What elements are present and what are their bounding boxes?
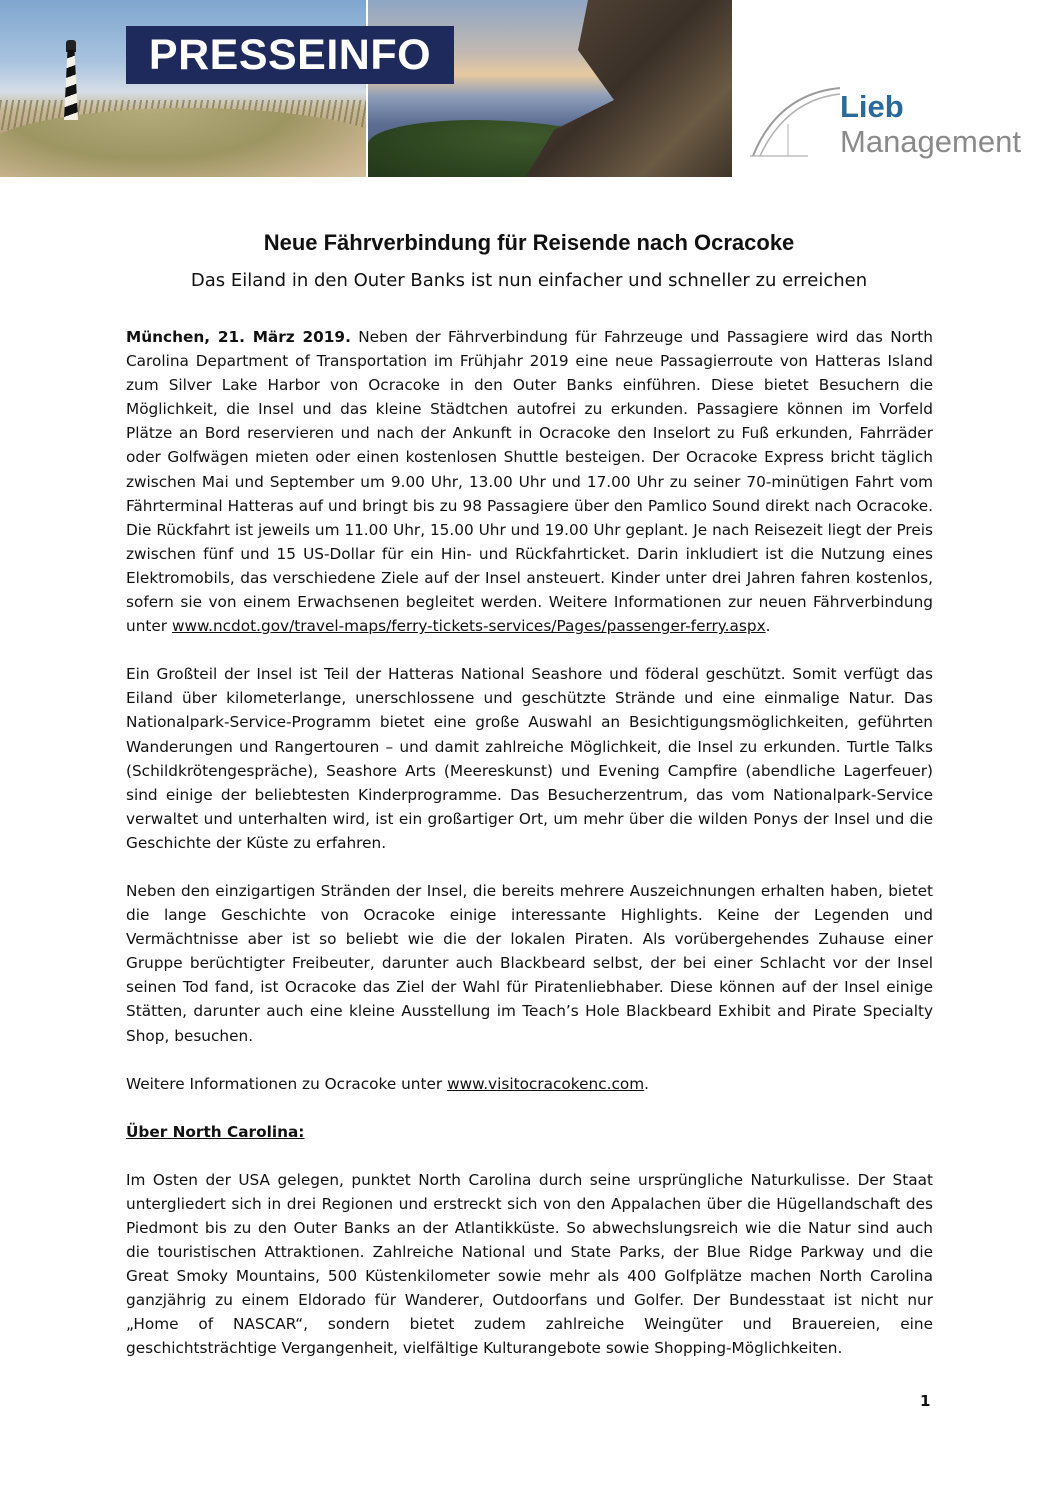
paragraph-more-info — [126, 1072, 933, 1096]
presseinfo-label: PRESSEINFO — [148, 30, 432, 79]
more-info-text: Weitere Informationen zu Ocracoke unter — [126, 1074, 448, 1093]
dateline: München, 21. März 2019. — [126, 328, 351, 346]
ncdot-link[interactable]: www.ncdot.gov/travel-maps/ferry-tickets-services/Pages/passenger-ferry.aspx — [171, 617, 766, 636]
presseinfo-banner — [126, 26, 454, 84]
logo-arc-icon — [748, 84, 843, 159]
paragraph-north-carolina: Im Osten der USA gelegen, punktet North Carolina durch seine ursprüngliche Naturkulisse. Der Staat untergliedert sich in drei Regionen und erstreckt sich von den Appalachen über die Hügellandschaft des Piedmont bis zu den Outer Banks an der Atlantikküste. So abwechslungsreich wie die Natur sind auch die touristischen Attraktionen. Zahlreiche National und State Parks, der Blue Ridge Parkway und die Great Smoky Mountains, 500 Küstenkilometer sowie mehr als 400 Golfplätze machen North Carolina ganzjährig zu einem Eldorado für Wanderer, Outdoorfans und Golfer. Der Bundesstaat ist nicht nur „Home of NASCAR“, sondern bietet zudem zahlreiche Weingüter und Brauereien, eine geschichtsträchtige Vergangenheit, vielfältige Kulturangebote sowie Shopping-Möglichkeiten. — [126, 1170, 933, 1358]
logo-text-management: Management — [840, 124, 1021, 159]
lieb-management-logo — [748, 84, 1048, 164]
sand-dune — [0, 108, 366, 177]
paragraph-seashore: Ein Großteil der Insel ist Teil der Hatteras National Seashore und föderal geschützt. Somit verfügt das Eiland über kilometerlange, unerschlossene und geschützte Strände und eine einmalige Natur. Das Nationalpark-Service-Programm bietet eine große Auswahl an Besichtigungsmöglichkeiten, geführten Wanderungen und Rangertouren – und damit zahlreiche Möglichkeit, die Insel zu erkunden. Turtle Talks (Schildkrötengespräche), Seashore Arts (Meereskunst) und Evening Campfire (abendliche Lagerfeuer) sind einige der beliebtesten Kinderprogramme. Das Besucherzentrum, das vom Nationalpark-Service verwaltet und unterhalten wird, ist ein großartiger Ort, um mehr über die wilden Ponys der Insel und die Geschichte der Küste zu erfahren. — [126, 665, 933, 852]
visitocracoke-link[interactable]: www.visitocracokenc.com — [447, 1074, 645, 1093]
section-heading-north-carolina: Über North Carolina: — [126, 1122, 305, 1141]
document-body — [126, 325, 933, 1385]
paragraph-pirates: Neben den einzigartigen Stränden der Insel, die bereits mehrere Auszeichnungen erhalten haben, bietet die lange Geschichte von Ocracoke einige interessante Highlights. Keine der Legenden und Vermächtnisse aber ist so beliebt wie die der lokalen Piraten. Als vorübergehendes Zuhause einer Gruppe berüchtigter Freibeuter, darunter auch Blackbeard selbst, der bei einer Schlacht vor der Insel seinen Tod fand, ist Ocracoke das Ziel der Wahl für Piratenliebhaber. Diese können auf der Insel einige Stätten, darunter auch eine kleine Ausstellung im Teach’s Hole Blackbeard Exhibit and Pirate Specialty Shop, besuchen. — [126, 881, 933, 1045]
more-info-end: . — [644, 1074, 650, 1093]
paragraph-ferry-end: . — [765, 617, 771, 636]
paragraph-ferry — [126, 325, 933, 638]
document-title: Neue Fährverbindung für Reisende nach Ocracoke — [263, 230, 795, 255]
lighthouse — [64, 50, 78, 120]
rock-cliff — [518, 0, 732, 177]
document-subtitle: Das Eiland in den Outer Banks ist nun einfacher und schneller zu erreichen — [190, 270, 868, 291]
page-number: 1 — [920, 1392, 931, 1410]
logo-text-lieb: Lieb — [840, 89, 904, 124]
page-header — [0, 0, 1058, 178]
paragraph-ferry-text: Neben der Fährverbindung für Fahrzeuge und Passagiere wird das North Carolina Department of Transportation im Frühjahr 2019 eine neue Passagierroute von Hatteras Island zum Silver Lake Harbor von Ocracoke in den Outer Banks einführen. Diese bietet Besuchern die Möglichkeit, die Insel und das kleine Städtchen autofrei zu erkunden. Passagiere können im Vorfeld Plätze an Bord reservieren und nach der Ankunft in Ocracoke den Inselort zu Fuß erkunden, Fahrräder oder Golfwägen mieten oder einen kostenlosen Shuttle besteigen. Der Ocracoke Express bricht täglich zwischen Mai und September um 9.00 Uhr, 13.00 Uhr und 17.00 Uhr zu seiner 70-minütigen Fahrt vom Fährterminal Hatteras auf und bringt bis zu 98 Passagiere über den Pamlico Sound direkt nach Ocracoke. Die Rückfahrt ist jeweils um 11.00 Uhr, 15.00 Uhr und 19.00 Uhr geplant. Je nach Reisezeit liegt der Preis zwischen fünf und 15 US-Dollar für ein Hin- und Rückfahrticket. Darin inkludiert ist die Nutzung eines Elektromobils, das verschiedene Ziele auf der Insel ansteuert. Kinder unter drei Jahren fahren kostenlos, sofern sie von einem Erwachsenen begleitet werden. Weitere Informationen zur neuen Fährverbindung unter — [126, 328, 933, 636]
